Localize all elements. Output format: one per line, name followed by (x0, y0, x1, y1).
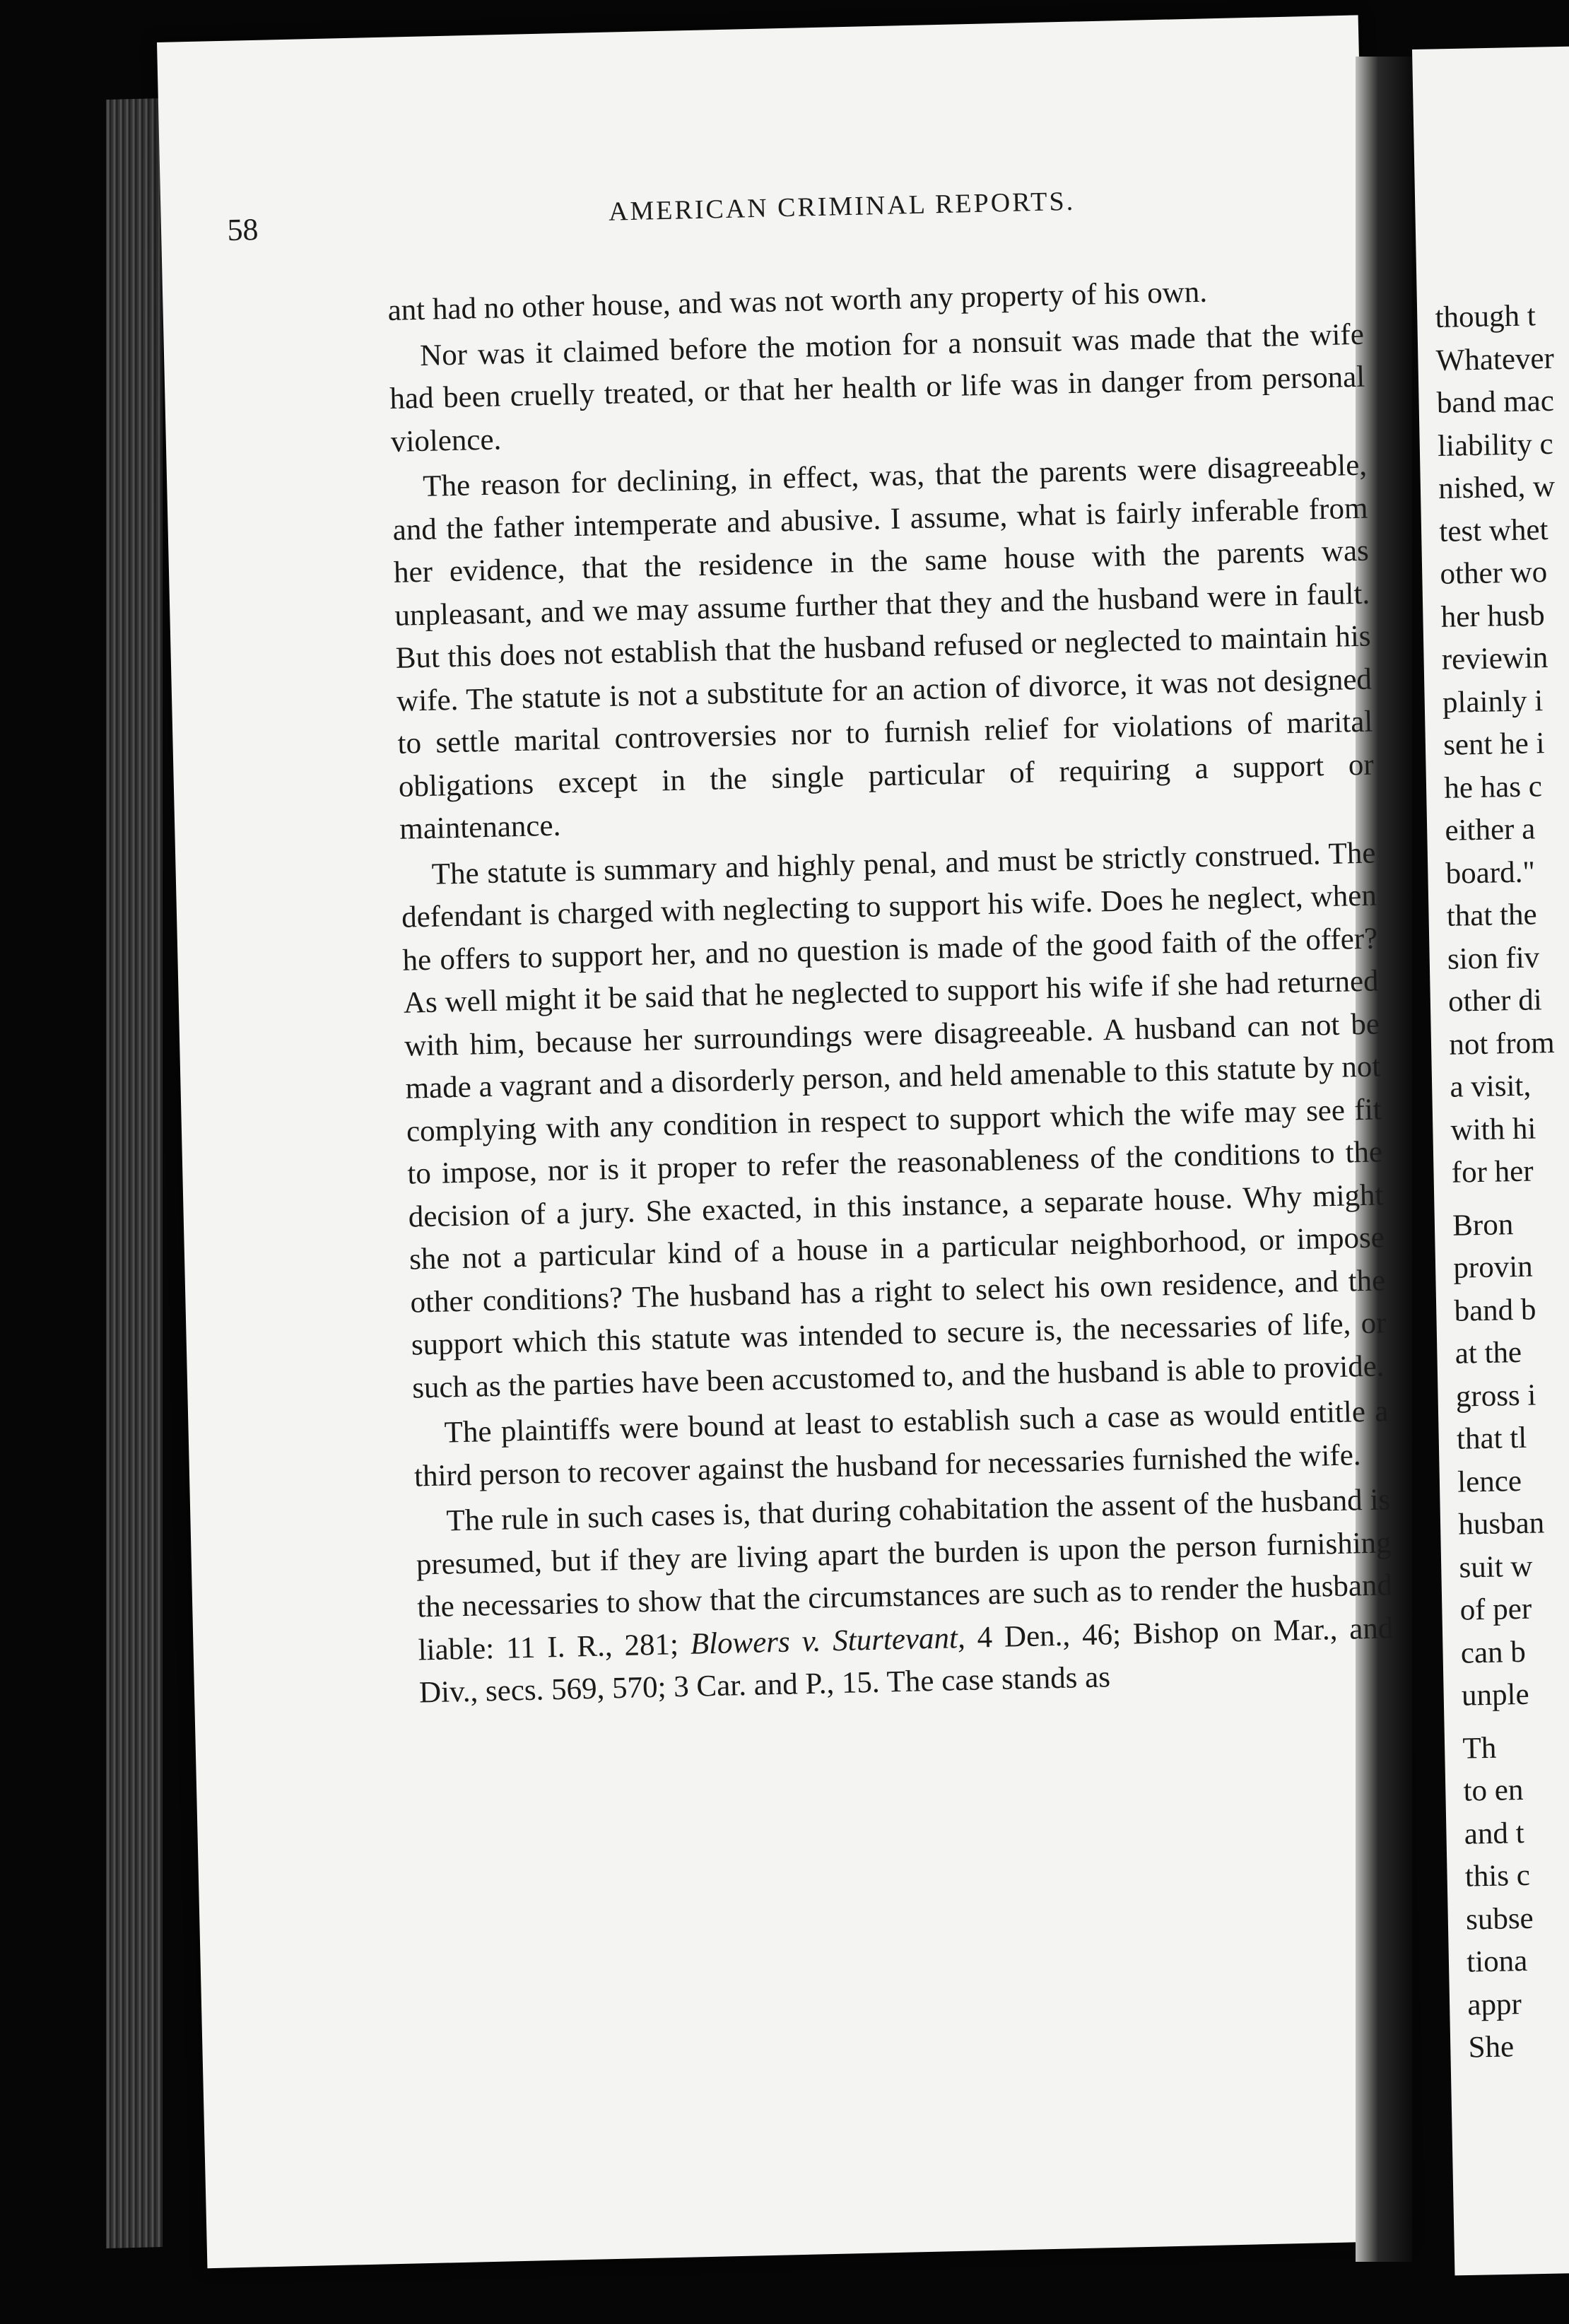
paragraph-6-text-end: 4 Den., 46; Bishop on Mar., and Div., secs. 569, 570; 3 Car. and P., 15. The case stands as (418, 1611, 1394, 1710)
adjacent-page-line: other wo (1440, 556, 1548, 591)
adjacent-page-line: Whatever (1435, 341, 1555, 377)
adjacent-page-line: though t (1435, 299, 1536, 334)
adjacent-page-line: for her (1451, 1154, 1534, 1190)
adjacent-page-line: suit w (1459, 1549, 1533, 1585)
adjacent-page-line: Th (1462, 1731, 1497, 1766)
adjacent-page-line: her husb (1440, 598, 1546, 634)
paragraph-2: Nor was it claimed before the motion for a nonsuit was made that the wife had been cruelly treated, or that her health or life was in danger from personal violence. (389, 317, 1365, 459)
adjacent-page-line: band mac (1436, 384, 1555, 420)
adjacent-page-line: tiona (1466, 1944, 1528, 1979)
adjacent-page-line: provin (1452, 1250, 1534, 1285)
paragraph-3: The reason for declining, in effect, was, that the parents were disagreeable, and the father intemperate and abusive. I assume, what is fairly inferable from her evidence, that the residence in the same house with the parents was unpleasant, and we may assume further that they and the husband were in fault. But this does not establish that the husband refused or neglected to maintain his wife. The statute is not a substitute for an action of divorce, it was not designed to settle marital controversies nor to furnish relief for violations of marital obligations except in the single particular of requiring a support or maintenance. (392, 448, 1375, 846)
adjacent-page-line: a visit, (1450, 1069, 1532, 1104)
adjacent-page-line: he has c (1443, 769, 1543, 805)
paragraph-6-text: The rule in such cases is, that during cohabitation the assent of the husband is presumed, but if they are living apart the burden is upon the person furnishing the necessaries to show that the circumstances are such as to render the husband liable: 11 I. R., 281; (416, 1483, 1393, 1667)
adjacent-page-line: liability c (1437, 427, 1554, 463)
adjacent-page-line: appr (1467, 1987, 1522, 2022)
page-edges (106, 98, 163, 2248)
adjacent-page-line: She (1468, 2030, 1515, 2065)
adjacent-page-line: that tl (1456, 1421, 1527, 1456)
adjacent-page-line: subse (1465, 1901, 1534, 1937)
adjacent-page-line: this c (1464, 1858, 1531, 1894)
body-text (387, 268, 1394, 1715)
paragraph-5: The plaintiffs were bound at least to establish such a case as would entitle a third person to recover against the husband for necessaries furnished the wife. (413, 1395, 1389, 1493)
adjacent-page-line: plainly i (1442, 683, 1544, 720)
adjacent-page-line: that the (1446, 898, 1538, 933)
running-title: AMERICAN CRIMINAL REPORTS. (608, 186, 1076, 227)
adjacent-page-line: and t (1464, 1816, 1524, 1851)
adjacent-page-line: of per (1459, 1592, 1532, 1627)
adjacent-page-line: can b (1460, 1635, 1527, 1670)
adjacent-page-line: Bron (1452, 1207, 1514, 1243)
adjacent-page-line: with hi (1450, 1111, 1536, 1147)
adjacent-page-line: not from (1448, 1026, 1556, 1062)
adjacent-page-line: unple (1461, 1677, 1529, 1713)
adjacent-page-line: reviewin (1441, 641, 1549, 676)
adjacent-page-line: other di (1447, 983, 1543, 1019)
paragraph-1: ant had no other house, and was not worth any property of his own. (387, 275, 1208, 327)
paragraph-4: The statute is summary and highly penal, and must be strictly construed. The defendant is charged with neglecting to support his wife. Does he neglect, when he offers to support her, and no question is made of the good faith of the offer? As well might it be said that he neglected to support his wife if she had returned with him, because her surroundings were disagreeable. A husband can not be made a vagrant and a disorderly person, and held amenable to this statute by not complying with any condition in respect to support which the wife may see fit to impose, nor is it proper to refer the reasonableness of the conditions to the decision of a jury. She exacted, in this instance, a separate house. Why might she not a particular kind of a house in a particular neighborhood, or impose other conditions? The husband has a right to select his own residence, and the support which this statute was intended to secure is, the necessaries of life, or such as the parties have been accustomed to, and the husband is able to provide. (401, 835, 1387, 1405)
adjacent-page-line: test whet (1438, 512, 1549, 548)
adjacent-page-line: husban (1457, 1506, 1545, 1542)
case-citation: Blowers v. Sturtevant, (690, 1621, 966, 1661)
adjacent-page-line: either a (1445, 812, 1536, 847)
adjacent-page-line: to en (1463, 1773, 1524, 1808)
adjacent-page-line: sent he i (1442, 727, 1545, 762)
adjacent-page-line: at the (1455, 1335, 1522, 1371)
adjacent-page-line: board." (1445, 855, 1536, 891)
paragraph-6 (415, 1479, 1395, 1715)
adjacent-page-line: sion fiv (1447, 940, 1540, 976)
adjacent-page-line: band b (1454, 1293, 1536, 1328)
adjacent-page-line: lence (1457, 1464, 1522, 1499)
adjacent-page-line: gross i (1455, 1378, 1536, 1414)
page-number: 58 (226, 211, 259, 247)
adjacent-page-line: nished, w (1438, 469, 1556, 505)
